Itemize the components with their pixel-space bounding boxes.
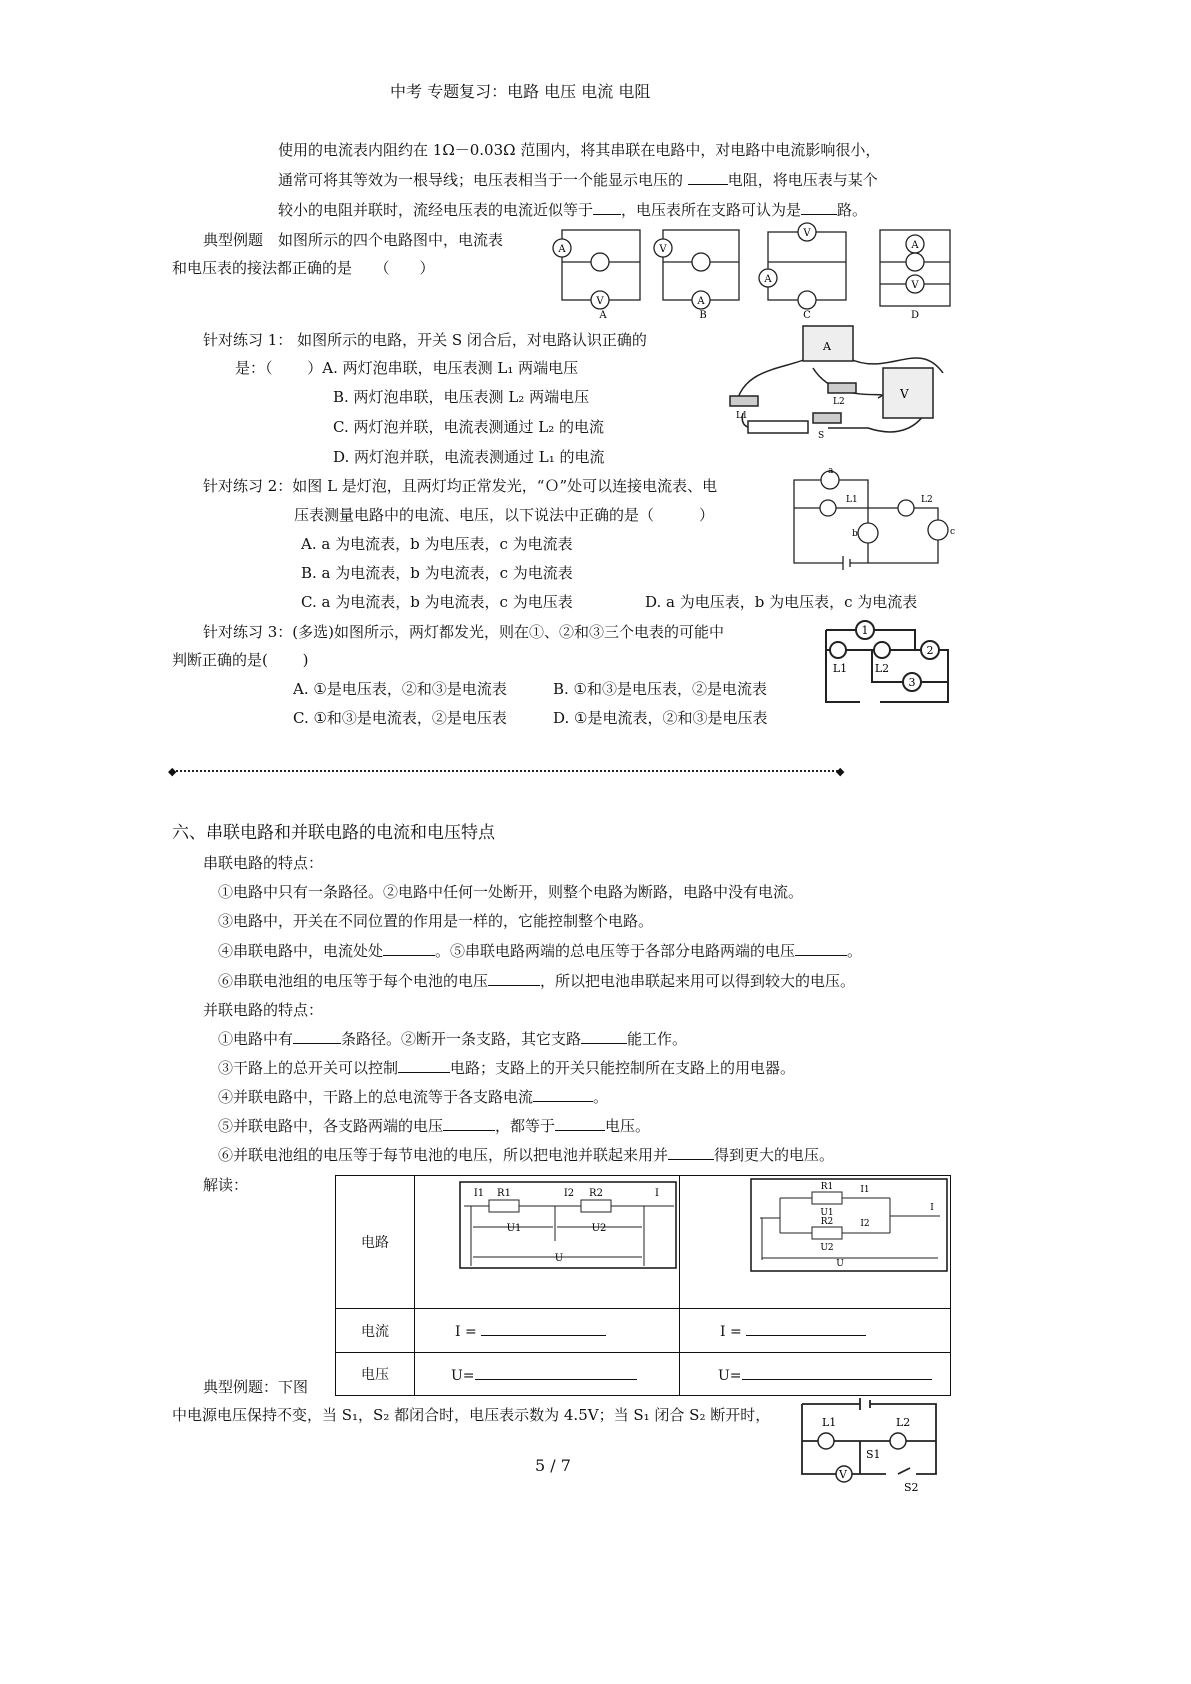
svg-text:I1: I1 <box>860 1185 870 1195</box>
series-circuit-diagram <box>459 1181 679 1271</box>
row-label-current: 电流 <box>336 1309 415 1353</box>
svg-text:V: V <box>900 387 909 401</box>
svg-text:I2: I2 <box>860 1219 870 1229</box>
svg-text:L1: L1 <box>736 411 748 421</box>
svg-text:3: 3 <box>908 676 916 689</box>
svg-text:V: V <box>839 1468 847 1481</box>
svg-text:U: U <box>554 1253 564 1264</box>
series-heading: 串联电路的特点： <box>203 854 324 872</box>
svg-text:L2: L2 <box>921 495 933 505</box>
ex2-option-b: B. a 为电流表，b 为电流表，c 为电流表 <box>301 564 573 582</box>
page-header: 中考 专题复习：电路 电压 电流 电阻 <box>390 82 651 101</box>
parallel-point-6: ⑥并联电池组的电压等于每节电池的电压，所以把电池并联起来用并 得到更大的电压。 <box>218 1146 835 1164</box>
parallel-point-3: ③干路上的总开关可以控制 电路；支路上的开关只能控制所在支路上的用电器。 <box>218 1059 796 1077</box>
ex3-option-d: D. ①是电流表，②和③是电压表 <box>553 709 768 727</box>
ex2-circuit-diagram <box>788 468 958 578</box>
parallel-point-1: ①电路中有 条路径。②断开一条支路，其它支路 能工作。 <box>218 1030 688 1048</box>
svg-text:A: A <box>764 274 772 285</box>
physical-circuit-image <box>718 318 958 443</box>
series-circuit-cell <box>415 1176 680 1309</box>
svg-text:V: V <box>803 228 811 239</box>
parallel-voltage-cell: U= <box>680 1353 951 1396</box>
ex3-option-c: C. ①和③是电流表，②是电压表 <box>293 709 507 727</box>
parallel-circuit-diagram <box>750 1178 950 1273</box>
fig-label-c: C <box>803 310 811 321</box>
example2-line-2: 中电源电压保持不变，当 S₁，S₂ 都闭合时，电压表示数为 4.5V；当 S₁ 闭合 S₂ 断开时， <box>172 1406 771 1424</box>
svg-text:U1: U1 <box>506 1223 522 1234</box>
page-number: 5 / 7 <box>535 1456 571 1475</box>
ex3-option-b: B. ①和③是电压表，②是电流表 <box>553 680 768 698</box>
example2-circuit-diagram <box>798 1396 940 1494</box>
svg-text:L1: L1 <box>822 1416 837 1429</box>
parallel-point-5: ⑤并联电路中，各支路两端的电压 ，都等于 电压。 <box>218 1117 651 1135</box>
svg-text:V: V <box>659 244 667 255</box>
intro-line-3: 较小的电阻并联时，流经电压表的电流近似等于 ，电压表所在支路可认为是 路。 <box>278 201 868 219</box>
ex1-answer-blank: 是：（ ）A. 两灯泡串联，电压表测 L₁ 两端电压 <box>235 359 579 377</box>
svg-text:R2: R2 <box>589 1188 603 1199</box>
svg-text:R1: R1 <box>497 1188 511 1199</box>
intro-line-2: 通常可将其等效为一根导线；电压表相当于一个能显示电压的 电阻，将电压表与某个 <box>278 171 878 189</box>
ex1-option-c: C. 两灯泡并联，电流表测通过 L₂ 的电流 <box>333 418 604 436</box>
series-point-1: ①电路中只有一条路径。②电路中任何一处断开，则整个电路为断路，电路中没有电流。 <box>218 883 804 901</box>
parallel-point-4: ④并联电路中，干路上的总电流等于各支路电流 。 <box>218 1088 609 1106</box>
ex1-option-b: B. 两灯泡串联，电压表测 L₂ 两端电压 <box>333 388 590 406</box>
svg-text:U1: U1 <box>820 1208 834 1218</box>
ex2-option-c: C. a 为电流表，b 为电流表，c 为电压表 <box>301 593 573 611</box>
four-circuit-diagrams <box>548 222 958 322</box>
interpretation-label: 解读： <box>203 1176 249 1194</box>
parallel-heading: 并联电路的特点： <box>203 1001 324 1019</box>
svg-text:V: V <box>596 296 604 307</box>
parallel-current-cell: I = <box>680 1309 951 1353</box>
series-point-6: ⑥串联电池组的电压等于每个电池的电压 ，所以把电池串联起来用可以得到较大的电压。 <box>218 972 856 990</box>
example1-line-1: 典型例题 如图所示的四个电路图中，电流表 <box>203 231 504 249</box>
svg-text:1: 1 <box>861 624 869 637</box>
svg-text:I: I <box>655 1188 659 1199</box>
ex1-question: 针对练习 1： 如图所示的电路，开关 S 闭合后，对电路认识正确的 <box>203 331 647 349</box>
series-current-cell: I = <box>415 1309 680 1353</box>
svg-text:S: S <box>818 431 825 441</box>
svg-text:A: A <box>823 340 831 353</box>
section-6-title: 六、串联电路和并联电路的电流和电压特点 <box>172 823 495 843</box>
svg-text:A: A <box>558 244 566 255</box>
ex1-option-a: A. 两灯泡串联，电压表测 L₁ 两端电压 <box>322 359 579 377</box>
svg-text:A: A <box>911 240 919 251</box>
series-point-3: ③电路中，开关在不同位置的作用是一样的，它能控制整个电路。 <box>218 912 654 930</box>
example2-line-1: 典型例题：下图 <box>203 1378 309 1396</box>
svg-text:L1: L1 <box>846 495 858 505</box>
divider-diamond-right-icon: ◆ <box>836 765 845 778</box>
svg-text:I2: I2 <box>563 1188 575 1199</box>
svg-text:a: a <box>828 468 834 476</box>
svg-text:L2: L2 <box>896 1416 911 1429</box>
fig-label-b: B <box>699 310 707 321</box>
row-label-circuit: 电路 <box>336 1176 415 1309</box>
series-point-4: ④串联电路中，电流处处 。⑤串联电路两端的总电压等于各部分电路两端的电压 。 <box>218 942 863 960</box>
svg-text:A: A <box>697 296 705 307</box>
svg-text:R2: R2 <box>820 1217 834 1227</box>
series-voltage-cell: U= <box>415 1353 680 1396</box>
ex2-option-d: D. a 为电压表，b 为电压表，c 为电流表 <box>645 593 918 611</box>
svg-text:U2: U2 <box>591 1223 607 1234</box>
svg-text:c: c <box>950 527 956 537</box>
ex3-option-a: A. ①是电压表，②和③是电流表 <box>293 680 507 698</box>
divider-diamond-left-icon: ◆ <box>168 765 177 778</box>
intro-line-1: 使用的电流表内阻约在 1Ω－0.03Ω 范围内，将其串联在电路中，对电路中电流影响很小， <box>278 141 881 159</box>
svg-text:S2: S2 <box>904 1481 919 1494</box>
ex3-question: 针对练习 3：(多选)如图所示，两灯都发光，则在①、②和③三个电表的可能中 <box>203 623 725 641</box>
example1-line-2: 和电压表的接法都正确的是 （ ） <box>172 259 435 277</box>
ex1-option-d: D. 两灯泡并联，电流表测通过 L₁ 的电流 <box>333 448 605 466</box>
row-label-voltage: 电压 <box>336 1353 415 1396</box>
ex2-option-a: A. a 为电流表，b 为电压表，c 为电流表 <box>301 535 573 553</box>
interpretation-table <box>335 1175 951 1396</box>
svg-text:V: V <box>911 280 919 291</box>
ex3-circuit-diagram <box>820 620 955 710</box>
svg-text:L1: L1 <box>832 662 848 675</box>
svg-text:U: U <box>836 1259 844 1269</box>
svg-text:U2: U2 <box>820 1243 834 1253</box>
svg-text:L2: L2 <box>833 397 845 407</box>
svg-text:I: I <box>930 1203 934 1213</box>
svg-text:S1: S1 <box>866 1448 881 1461</box>
ex2-question-cont: 压表测量电路中的电流、电压，以下说法中正确的是（ ） <box>294 506 715 524</box>
svg-text:I1: I1 <box>473 1188 485 1199</box>
ex2-question: 针对练习 2：如图 L 是灯泡，且两灯均正常发光，“Ｏ”处可以连接电流表、电 <box>203 477 718 495</box>
fig-label-d: D <box>910 310 920 321</box>
section-divider <box>172 770 842 772</box>
fig-label-a: A <box>599 310 607 321</box>
parallel-circuit-cell <box>680 1176 951 1309</box>
svg-text:b: b <box>852 529 858 539</box>
ex3-question-cont: 判断正确的是( ) <box>172 651 309 669</box>
svg-text:L2: L2 <box>874 662 890 675</box>
svg-text:2: 2 <box>926 644 934 657</box>
svg-text:R1: R1 <box>820 1182 834 1192</box>
